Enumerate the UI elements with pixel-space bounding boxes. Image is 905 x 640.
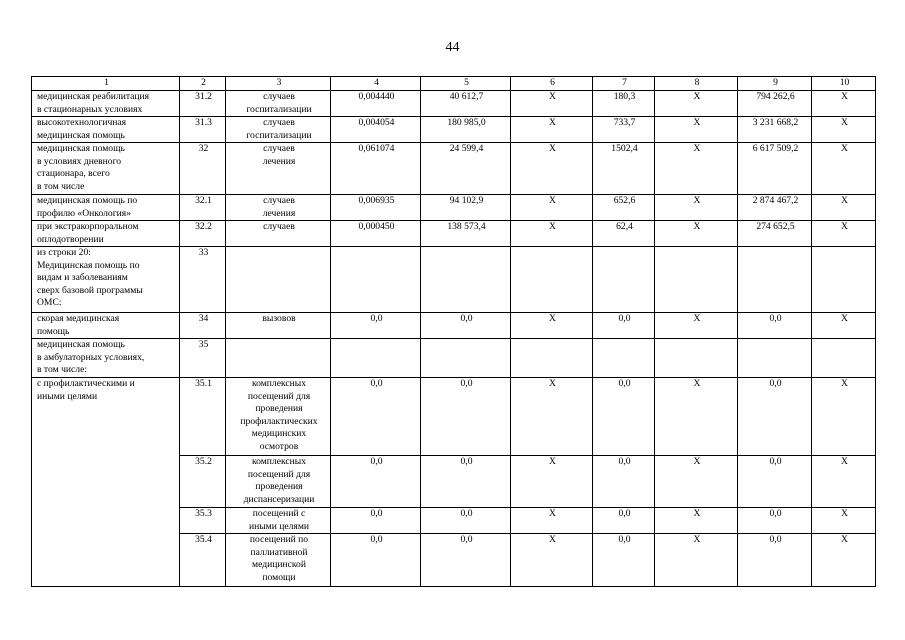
- row-value-cell: 0,0: [421, 378, 511, 456]
- row-value-cell: Х: [511, 534, 593, 587]
- column-header: 5: [421, 77, 511, 91]
- column-header: 8: [655, 77, 738, 91]
- table-row: [32, 91, 876, 117]
- row-value-cell: 794 262,6: [738, 91, 812, 117]
- row-value-cell: Х: [812, 91, 876, 117]
- row-value-cell: [331, 339, 421, 378]
- row-value-cell: 0,0: [421, 508, 511, 534]
- row-value-cell: Х: [655, 195, 738, 221]
- row-name-cell: из строки 20: Медицинская помощь по видам и заболеваниям сверх базовой программы ОМС:: [32, 247, 180, 313]
- row-value-cell: Х: [511, 313, 593, 339]
- row-value-cell: Х: [511, 456, 593, 508]
- table-row: [32, 378, 876, 456]
- row-name-cell: высокотехнологичная медицинская помощь: [32, 117, 180, 143]
- row-value-cell: Х: [655, 313, 738, 339]
- row-value-cell: Х: [511, 195, 593, 221]
- row-value-cell: 0,0: [331, 456, 421, 508]
- row-value-cell: [738, 247, 812, 313]
- row-value-cell: 0,0: [421, 456, 511, 508]
- row-code-cell: 33: [180, 247, 226, 313]
- column-header: 2: [180, 77, 226, 91]
- row-value-cell: [593, 247, 655, 313]
- row-value-cell: 0,0: [331, 534, 421, 587]
- table-row: [32, 247, 876, 313]
- row-value-cell: 3 231 668,2: [738, 117, 812, 143]
- row-value-cell: Х: [812, 117, 876, 143]
- row-unit-cell: [226, 339, 331, 378]
- row-code-cell: 35.3: [180, 508, 226, 534]
- row-value-cell: [511, 247, 593, 313]
- row-value-cell: Х: [812, 313, 876, 339]
- row-value-cell: [812, 339, 876, 378]
- row-value-cell: 0,0: [421, 534, 511, 587]
- row-unit-cell: случаев госпитализации: [226, 117, 331, 143]
- row-value-cell: 0,000450: [331, 221, 421, 247]
- row-value-cell: Х: [812, 378, 876, 456]
- row-code-cell: 35.2: [180, 456, 226, 508]
- row-value-cell: Х: [812, 195, 876, 221]
- table-row: [32, 339, 876, 378]
- row-value-cell: 0,0: [738, 508, 812, 534]
- row-value-cell: [655, 247, 738, 313]
- row-unit-cell: комплексных посещений для проведения профилактических медицинских осмотров: [226, 378, 331, 456]
- row-value-cell: 0,0: [738, 313, 812, 339]
- row-value-cell: Х: [812, 534, 876, 587]
- row-value-cell: Х: [655, 508, 738, 534]
- column-header: 3: [226, 77, 331, 91]
- row-value-cell: 0,0: [421, 313, 511, 339]
- row-value-cell: [655, 339, 738, 378]
- table-row: [32, 143, 876, 195]
- row-value-cell: 0,0: [331, 313, 421, 339]
- row-value-cell: Х: [655, 221, 738, 247]
- row-value-cell: [331, 247, 421, 313]
- row-value-cell: Х: [655, 143, 738, 195]
- row-value-cell: 0,004054: [331, 117, 421, 143]
- row-value-cell: 0,0: [331, 378, 421, 456]
- row-value-cell: [511, 339, 593, 378]
- row-value-cell: 0,0: [738, 534, 812, 587]
- row-value-cell: Х: [812, 456, 876, 508]
- row-value-cell: 0,004440: [331, 91, 421, 117]
- row-value-cell: Х: [655, 456, 738, 508]
- row-value-cell: 0,006935: [331, 195, 421, 221]
- row-name-cell: скорая медицинская помощь: [32, 313, 180, 339]
- row-unit-cell: случаев лечения: [226, 143, 331, 195]
- row-value-cell: Х: [511, 508, 593, 534]
- row-value-cell: 0,0: [593, 313, 655, 339]
- table-row: [32, 313, 876, 339]
- row-value-cell: 62,4: [593, 221, 655, 247]
- row-code-cell: 31.2: [180, 91, 226, 117]
- row-value-cell: Х: [511, 221, 593, 247]
- row-value-cell: 0,0: [738, 378, 812, 456]
- row-value-cell: 0,0: [593, 378, 655, 456]
- row-value-cell: [421, 339, 511, 378]
- data-table: [31, 76, 876, 587]
- row-unit-cell: посещений с иными целями: [226, 508, 331, 534]
- column-header: 7: [593, 77, 655, 91]
- row-value-cell: 652,6: [593, 195, 655, 221]
- row-value-cell: 274 652,5: [738, 221, 812, 247]
- row-value-cell: 0,0: [593, 456, 655, 508]
- row-value-cell: 0,061074: [331, 143, 421, 195]
- row-name-cell: медицинская помощь в амбулаторных условиях, в том числе:: [32, 339, 180, 378]
- row-value-cell: 24 599,4: [421, 143, 511, 195]
- column-header: 4: [331, 77, 421, 91]
- row-name-cell: медицинская реабилитация в стационарных условиях: [32, 91, 180, 117]
- row-unit-cell: вызовов: [226, 313, 331, 339]
- column-header: 1: [32, 77, 180, 91]
- row-name-cell: медицинская помощь в условиях дневного стационара, всего в том числе: [32, 143, 180, 195]
- table-row: [32, 195, 876, 221]
- row-value-cell: 733,7: [593, 117, 655, 143]
- row-code-cell: 35: [180, 339, 226, 378]
- row-value-cell: 138 573,4: [421, 221, 511, 247]
- row-unit-cell: комплексных посещений для проведения диспансеризации: [226, 456, 331, 508]
- row-code-cell: 32: [180, 143, 226, 195]
- row-value-cell: [421, 247, 511, 313]
- row-unit-cell: посещений по паллиативной медицинской помощи: [226, 534, 331, 587]
- row-value-cell: Х: [511, 117, 593, 143]
- row-value-cell: Х: [812, 143, 876, 195]
- row-value-cell: [812, 247, 876, 313]
- row-unit-cell: случаев лечения: [226, 195, 331, 221]
- row-unit-cell: случаев госпитализации: [226, 91, 331, 117]
- row-code-cell: 32.1: [180, 195, 226, 221]
- row-value-cell: Х: [511, 143, 593, 195]
- column-header: 9: [738, 77, 812, 91]
- row-value-cell: 0,0: [331, 508, 421, 534]
- row-value-cell: Х: [511, 378, 593, 456]
- row-value-cell: Х: [655, 534, 738, 587]
- row-code-cell: 31.3: [180, 117, 226, 143]
- row-value-cell: 180,3: [593, 91, 655, 117]
- column-header: 10: [812, 77, 876, 91]
- row-value-cell: 6 617 509,2: [738, 143, 812, 195]
- row-name-cell: при экстракорпоральном оплодотворении: [32, 221, 180, 247]
- row-value-cell: 1502,4: [593, 143, 655, 195]
- row-value-cell: 40 612,7: [421, 91, 511, 117]
- group-name-cell: с профилактическими и иными целями: [32, 378, 180, 587]
- row-value-cell: 2 874 467,2: [738, 195, 812, 221]
- row-value-cell: 180 985,0: [421, 117, 511, 143]
- row-code-cell: 35.1: [180, 378, 226, 456]
- row-value-cell: 94 102,9: [421, 195, 511, 221]
- row-code-cell: 34: [180, 313, 226, 339]
- row-value-cell: Х: [812, 508, 876, 534]
- table-row: [32, 221, 876, 247]
- row-value-cell: Х: [655, 378, 738, 456]
- table-header-row: [32, 77, 876, 91]
- row-name-cell: медицинская помощь по профилю «Онкология»: [32, 195, 180, 221]
- row-value-cell: Х: [655, 91, 738, 117]
- column-header: 6: [511, 77, 593, 91]
- row-value-cell: Х: [655, 117, 738, 143]
- row-value-cell: [593, 339, 655, 378]
- page-number: 44: [445, 40, 460, 55]
- row-unit-cell: [226, 247, 331, 313]
- row-value-cell: Х: [812, 221, 876, 247]
- row-value-cell: Х: [511, 91, 593, 117]
- row-value-cell: 0,0: [593, 534, 655, 587]
- row-value-cell: 0,0: [593, 508, 655, 534]
- row-code-cell: 35.4: [180, 534, 226, 587]
- row-code-cell: 32.2: [180, 221, 226, 247]
- row-unit-cell: случаев: [226, 221, 331, 247]
- row-value-cell: 0,0: [738, 456, 812, 508]
- table-row: [32, 117, 876, 143]
- row-value-cell: [738, 339, 812, 378]
